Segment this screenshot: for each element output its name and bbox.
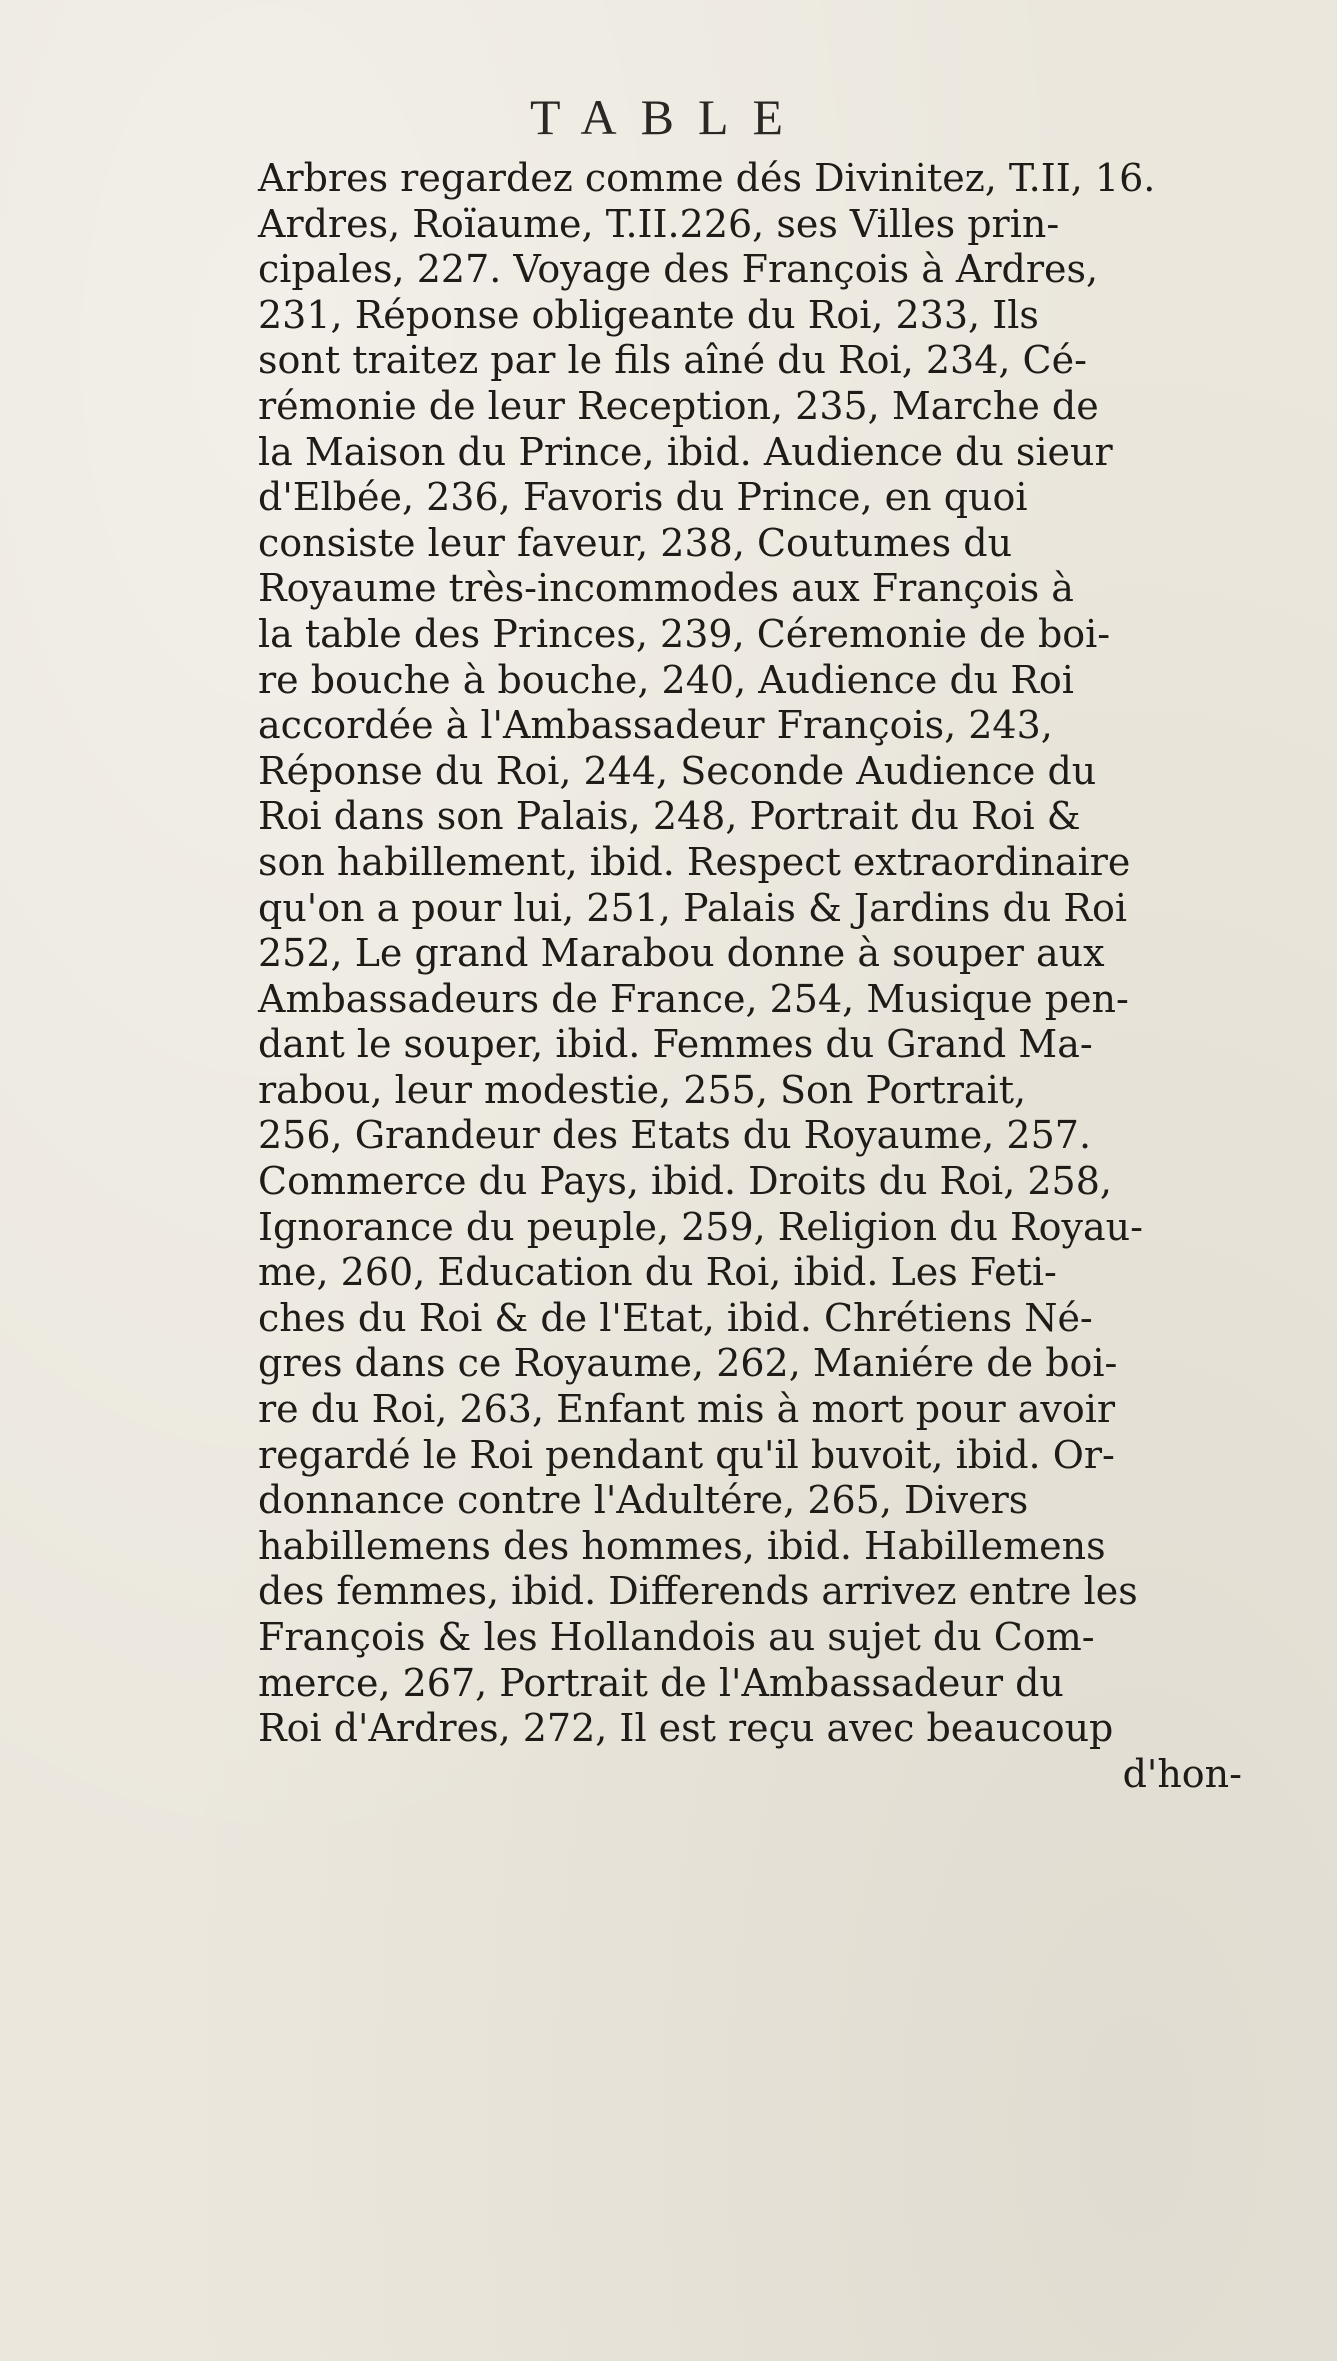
index-line: la table des Princes, 239, Céremonie de boi- [258, 611, 1111, 656]
index-line: dant le souper, ibid. Femmes du Grand Ma- [258, 1022, 1093, 1067]
index-line: gres dans ce Royaume, 262, Maniére de boi- [258, 1341, 1118, 1386]
index-line: 231, Réponse obligeante du Roi, 233, Ils [258, 292, 1039, 337]
index-line: qu'on a pour lui, 251, Palais & Jardins du Roi [258, 885, 1128, 930]
index-line: re bouche à bouche, 240, Audience du Roi [258, 657, 1074, 702]
index-line: son habillement, ibid. Respect extraordinaire [258, 839, 1131, 884]
index-entries [258, 156, 1278, 1797]
index-line: Roi dans son Palais, 248, Portrait du Roi & [258, 794, 1081, 839]
index-line: re du Roi, 263, Enfant mis à mort pour avoir [258, 1387, 1116, 1432]
index-line: accordée à l'Ambassadeur François, 243, [258, 703, 1053, 748]
index-line: rémonie de leur Reception, 235, Marche de [258, 383, 1099, 428]
index-line: Réponse du Roi, 244, Seconde Audience du [258, 748, 1097, 793]
index-line: sont traitez par le fils aîné du Roi, 234, Cé- [258, 338, 1087, 383]
index-line: 256, Grandeur des Etats du Royaume, 257. [258, 1113, 1092, 1158]
index-line: François & les Hollandois au sujet du Com- [258, 1615, 1095, 1659]
index-line: Royaume très-incommodes aux François à [258, 566, 1074, 611]
index-line: consiste leur faveur, 238, Coutumes du [258, 520, 1013, 565]
index-line: donnance contre l'Adultére, 265, Divers [258, 1478, 1029, 1523]
index-line: Ambassadeurs de France, 254, Musique pen- [258, 976, 1129, 1021]
running-head: TABLE [529, 89, 808, 145]
index-line: Commerce du Pays, ibid. Droits du Roi, 258, [258, 1159, 1112, 1204]
index-line: la Maison du Prince, ibid. Audience du sieur [258, 429, 1113, 474]
catchword: d'hon- [1122, 1751, 1242, 1796]
index-line: merce, 267, Portrait de l'Ambassadeur du [258, 1660, 1064, 1705]
index-line: d'Elbée, 236, Favoris du Prince, en quoi [258, 475, 1028, 520]
index-line: Arbres regardez comme dés Divinitez, T.II, 16. [258, 156, 1156, 200]
index-line: 252, Le grand Marabou donne à souper aux [258, 931, 1105, 976]
index-line: regardé le Roi pendant qu'il buvoit, ibid. Or- [258, 1432, 1115, 1477]
index-line: des femmes, ibid. Differends arrivez entre les [258, 1569, 1138, 1614]
index-line: rabou, leur modestie, 255, Son Portrait, [258, 1067, 1027, 1112]
index-line: Roi d'Ardres, 272, Il est reçu avec beaucoup [258, 1706, 1114, 1751]
index-line: Ardres, Roïaume, T.II.226, ses Villes prin- [258, 201, 1060, 246]
index-line: Ignorance du peuple, 259, Religion du Royau- [258, 1204, 1143, 1249]
index-line: cipales, 227. Voyage des François à Ardres, [258, 247, 1099, 292]
index-line: me, 260, Education du Roi, ibid. Les Feti- [258, 1250, 1057, 1295]
index-line: habillemens des hommes, ibid. Habillemens [258, 1523, 1106, 1568]
index-line: ches du Roi & de l'Etat, ibid. Chrétiens Né- [258, 1295, 1093, 1340]
